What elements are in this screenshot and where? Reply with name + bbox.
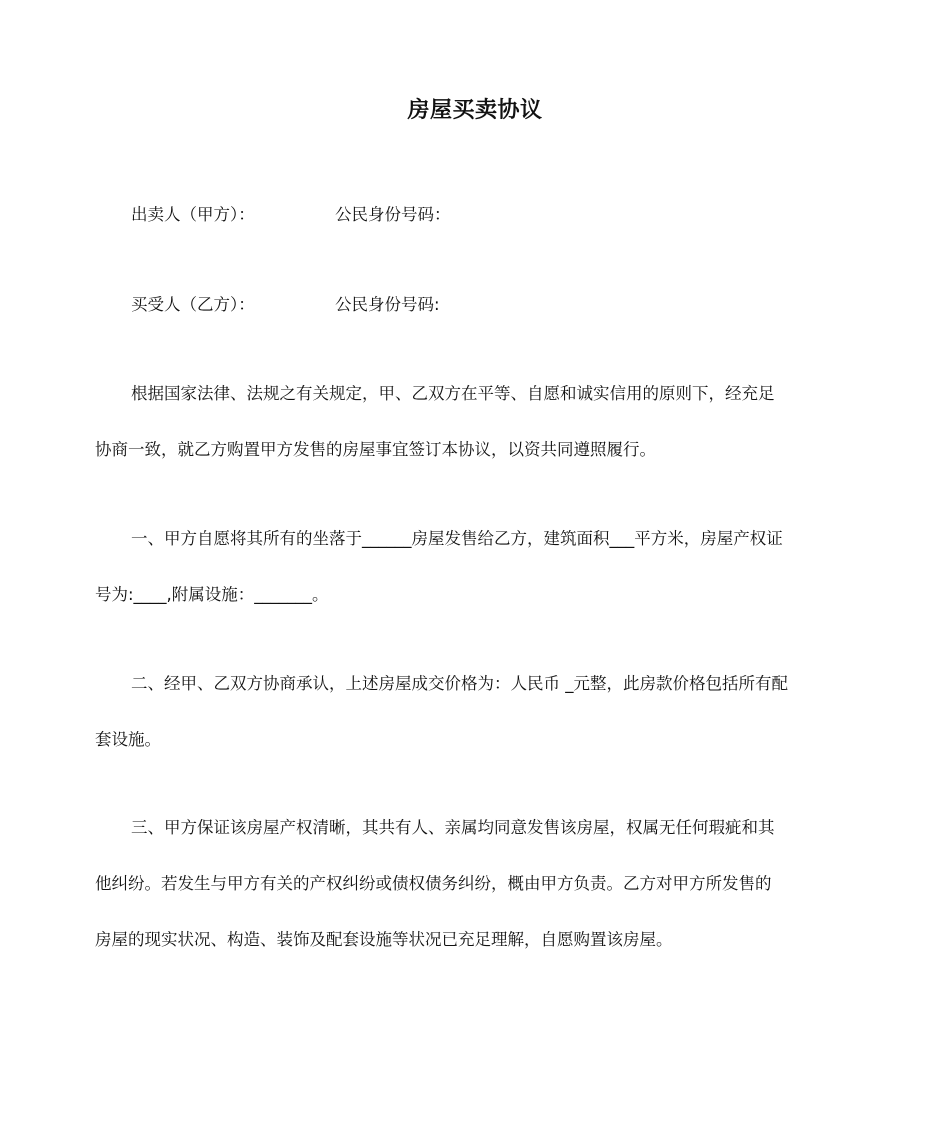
clause-3-line-1: 三、甲方保证该房屋产权清晰，其共有人、亲属均同意发售该房屋，权属无任何瑕疵和其 <box>131 818 775 837</box>
seller-row <box>131 200 451 230</box>
clause-1-line-2: 号为:____,附属设施：_______。 <box>95 585 329 604</box>
buyer-label: 买受人（乙方）： <box>131 295 255 314</box>
clause-3-line-3: 房屋的现实状况、构造、装饰及配套设施等状况已充足理解，自愿购置该房屋。 <box>95 930 673 949</box>
seller-label: 出卖人（甲方）： <box>131 205 255 224</box>
intro-line-2: 协商一致，就乙方购置甲方发售的房屋事宜签订本协议，以资共同遵照履行。 <box>95 440 656 459</box>
seller-id-label: 公民身份号码： <box>335 205 451 224</box>
clause-2-paragraph <box>95 669 855 755</box>
clause-1-line-1: 一、甲方自愿将其所有的坐落于______房屋发售给乙方，建筑面积___平方米，房屋产权证 <box>131 529 783 548</box>
intro-paragraph <box>95 379 855 465</box>
clause-3-line-2: 他纠纷。若发生与甲方有关的产权纠纷或债权债务纠纷，概由甲方负责。乙方对甲方所发售的 <box>95 874 772 893</box>
buyer-row <box>131 290 440 320</box>
intro-line-1: 根据国家法律、法规之有关规定，甲、乙双方在平等、自愿和诚实信用的原则下，经充足 <box>131 384 775 403</box>
clause-1-paragraph <box>95 524 855 610</box>
clause-2-line-2: 套设施。 <box>95 730 161 749</box>
document-title: 房屋买卖协议 <box>407 98 543 123</box>
buyer-id-label: 公民身份号码: <box>335 295 440 314</box>
clause-2-line-1: 二、经甲、乙双方协商承认，上述房屋成交价格为：人民币 _元整，此房款价格包括所有配 <box>131 674 788 693</box>
clause-3-paragraph <box>95 813 855 955</box>
